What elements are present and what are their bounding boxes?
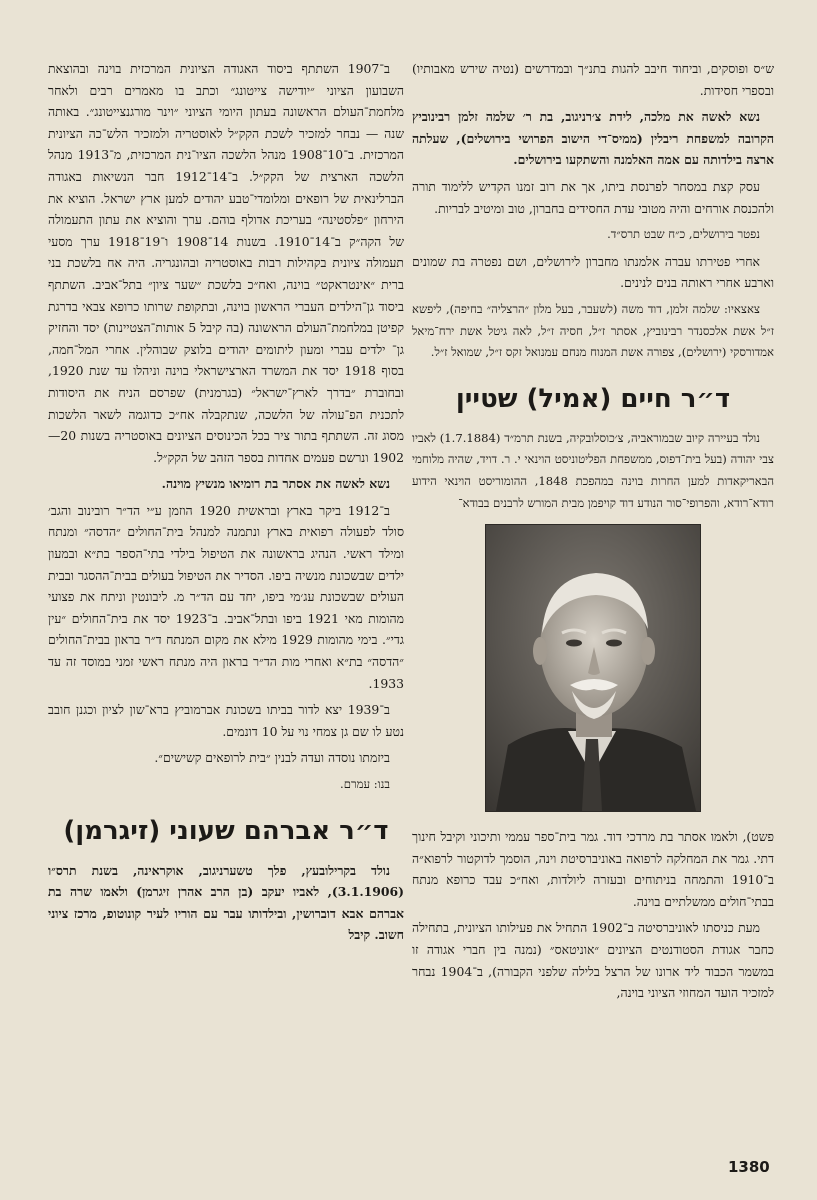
paragraph: עסק קצת במסחר לפרנסת ביתו, אך את רוב זמנו הקדיש ללימוד תורה ולהכנסת אורחים והיה מטובי עדת החסידים בחברון, טוב ומיטיב לבריות.: [412, 178, 774, 216]
left-column: [48, 58, 404, 951]
portrait-photo: [485, 524, 701, 812]
article-heading: ד״ר חיים (אמיל) שטיין: [455, 383, 731, 414]
right-column: [412, 58, 774, 1009]
paragraph: אחרי פטירתו עברה אלמנתו מחברון לירושלים, ושם נפטרה בת שמונים וארבע אחרי ראותה בנים לנינים.: [412, 253, 774, 291]
paragraph: ב־1912 ביקר בארץ ובראשית 1920 הוזמן ע״י הד״ר רובינוב והגב׳ סולד לפעולה רפואית בארץ ונתמנה למנהל בית־החולים ״הדסה״ ומנתח ומילד ראשי. הנהיג בראשונה את הטיפול בילדי בתי־הספר בת״א ובמעון ילדים שבשכונת מנשיה ביפו. הסדיר את הטיפול בעולים בבית־ההסגר ובבית העולים שבשכונת עג׳מי ביפו, יחד עם הד״ר מ. ליבונטין וניתח את פצועי מהומות מאי 1921 ביפו ובתל־אביב. ב־1923 יסד את בית־החולים ״עין גדי״. בימי מהומות 1929 מילא את מקום המנתח ד״ר בראון בבית־החולים ״הדסה״ בת״א ואחרי מות הד״ר בראון היה מנתח ראשי זמני במוסד זה עד 1933.: [48, 502, 405, 691]
page-number: 1380: [728, 1158, 770, 1176]
paragraph: ב־1907 השתתף ביסוד האגודה הציונית המרכזית בוינה ובהוצאת השבועון הציוני ״יודישה צייטונג״ וכתב בו מאמרים רבים ולאחר מלחמת־העולם הראשונה בעתון היומי הציוני ״וינר מורגנצייטונג״. באותה שנה — נבחר למזכיר לשכת הקק״ל לאוסטריה ולמזכיר הלש־כה הציונית המרכזית. ב־10־1908 מנהל הלשכה הציו־נית המרכזית, מ־1913 מנהל הלשכה הארצית של הקק״ל. ב־14־1912 חבר הנשיאות באגודה הברלינאית של רופאים ומלומדי־טבע יהודים למען ארץ ישראל. הוציא את הירחון ״פלסטינה״ בעריכת אדולף בוהם. ערך והוציא את עתון התעמולה של הקה״ק ב־14־1910. בשנות 14־1908 ו־19־1918 ערך מסעי תעמולה ציונית בקהילות רבות באוסטריה ובהונגריה. היה אח בלשכת בני ברית ״אינטראקט״ בוינה, ואח״כ בלשכת ״שער ציון״ בתל־אביב. השתתף ביסוד גן־הילדים העברי הראשון בוינה, ובתקופת שרותו כרופא צבאי בדרגת קפיטן במלחמת־העולם הראשונה (בה קיבל 5 אותות־הצטיינות) יסד והחזיק גן־ ילדים עברי ומעון ליתומים יהודים בלוצק שבוהלין. אחרי המל־חמה, בסוף 1918 יסד את המשרד הארצישראלי בוינה וניהלו עד שנת 1920, ובחוברת ״בדרך לארץ־ישראל״ (בגרמנית) שפרסם הניח את היסודות לתכנית הפ־עולה של הלשכה, שנתקבלה אח״כ כדוגמה לשאר הלשכות מסוג זה. השתתף בתור ציר בכל הכינוסים הציונים באוסטריה בשנות 20—1902 ונרשם פעמים אחדות בספר הזהב של הקק״ל.: [48, 61, 404, 465]
paragraph: נשא לאשה את אסתר בת רומיאו מנשיץ מוינה.: [161, 476, 390, 492]
paragraph: ב־1939 יצא לדור בביתו בשכונת אברמוביץ ברא־שון לציון וכגנן חובב נטע לו שם גן צמחי נוי על 10 דונמים.: [48, 702, 404, 739]
paragraph: נולד בעיירה קיוב שבמוראביה, צ׳כוסלובקיה, בשנת תרמ״ד (1.7.1884) לאביו צבי יהודה (בעל בית־דפוס, ממשפחת הפליטוניסט הוינאי י. ר. דויד, שהיה מלוחמי הבאריקאדות למען החרות בוינה במהפכת 1848, ההומוריסט הוינאי הידוע רודא־רודא, והפרופי־סור הנודע דוד קויפמן מבית המורש לרבנים בבודא־: [412, 430, 774, 510]
paragraph: פשט), ולאמו אסתר בת מרדכי דוד. גמר בית־ספר עממי ותיכוני וקיבל חינוך דתי. גמר את המחלקה לרפואה באוניברסיטת וינה, הוסמך לדוקטור לרפוא״ה ב־1910 והתמחה בניתוחים ובעזרה ליולדות, ואח״כ עבד כרופא מנתח בבתי־חולים ממשלתיים בוינה.: [412, 829, 774, 909]
article-heading: ד״ר אברהם שעוני (זיגרמן): [63, 815, 389, 846]
son-paragraph: בנו: עמרם.: [340, 777, 390, 791]
descendants-paragraph: צאצאיו: שלמה זלמן, דוד משה (לשעבר, בעל מלון ״הרצליה״ בחיפה), ליפשא ז״ל אשת אלכסנדר רבינוביץ, אסתר ז״ל, חסיה ז״ל, לאה גיטל אשת ירח־מיאל אמדורסקי (ירושלים), צפורה אשת המנוח מנחם עמנואל זקס ז״ל, שמואל ז״ל.: [412, 301, 774, 360]
paragraph: ביזמתו נוסדה ועדה לבנין ״בית לרופאים קשישים״.: [154, 750, 390, 766]
paragraph: נולד בקרילובעץ, פלך טשערניגוב, אוקראינה, בשנת תרס״ו (3.1.1906), לאביו יעקב (בן הרב אהרן זיגרמן) ולאמו שרה בת אברהם אבא דוברושין, ובילדותו עבר עם הוריו לעיר קונוטופ, מרכז ציוני חשוב. קיבל: [48, 862, 404, 943]
paragraph: מעת כניסתו לאוניברסיטה ב־1902 התחיל את פעילותו הציונית, בתחילה כחבר אגודת הסטודנטים הציונים ״אוניטאס״ (נמנה בין חברי אגודה זו במשמר הכבוד ליד ארונו של הרצל בלילה שלפני הקבורה), ב־1904 נבחר למזכיר הועד המחוזי הציוני בוינה,: [412, 920, 775, 1001]
paragraph: נשא לאשה את מלכה, לידת צ׳רניגוב, בת ר׳ שלמה זלמן רבינוביץ הקרובה למשפחת ריבלין (ממיס־די הישוב הפרושי בירושלים), שעלתה ארצה בילדותה עם אמה האלמנה והשתקעו בירושלים.: [412, 109, 774, 168]
paragraph: ש״ס ופוסקים, וביחוד חיבב להגות בתנ״ך ובמדרשים (נטיה שירש מאבותיו) ובספרי חסידות.: [412, 61, 774, 98]
paragraph: נפטר בירושלים, כ״ח שבט תרס״ד.: [607, 227, 760, 242]
